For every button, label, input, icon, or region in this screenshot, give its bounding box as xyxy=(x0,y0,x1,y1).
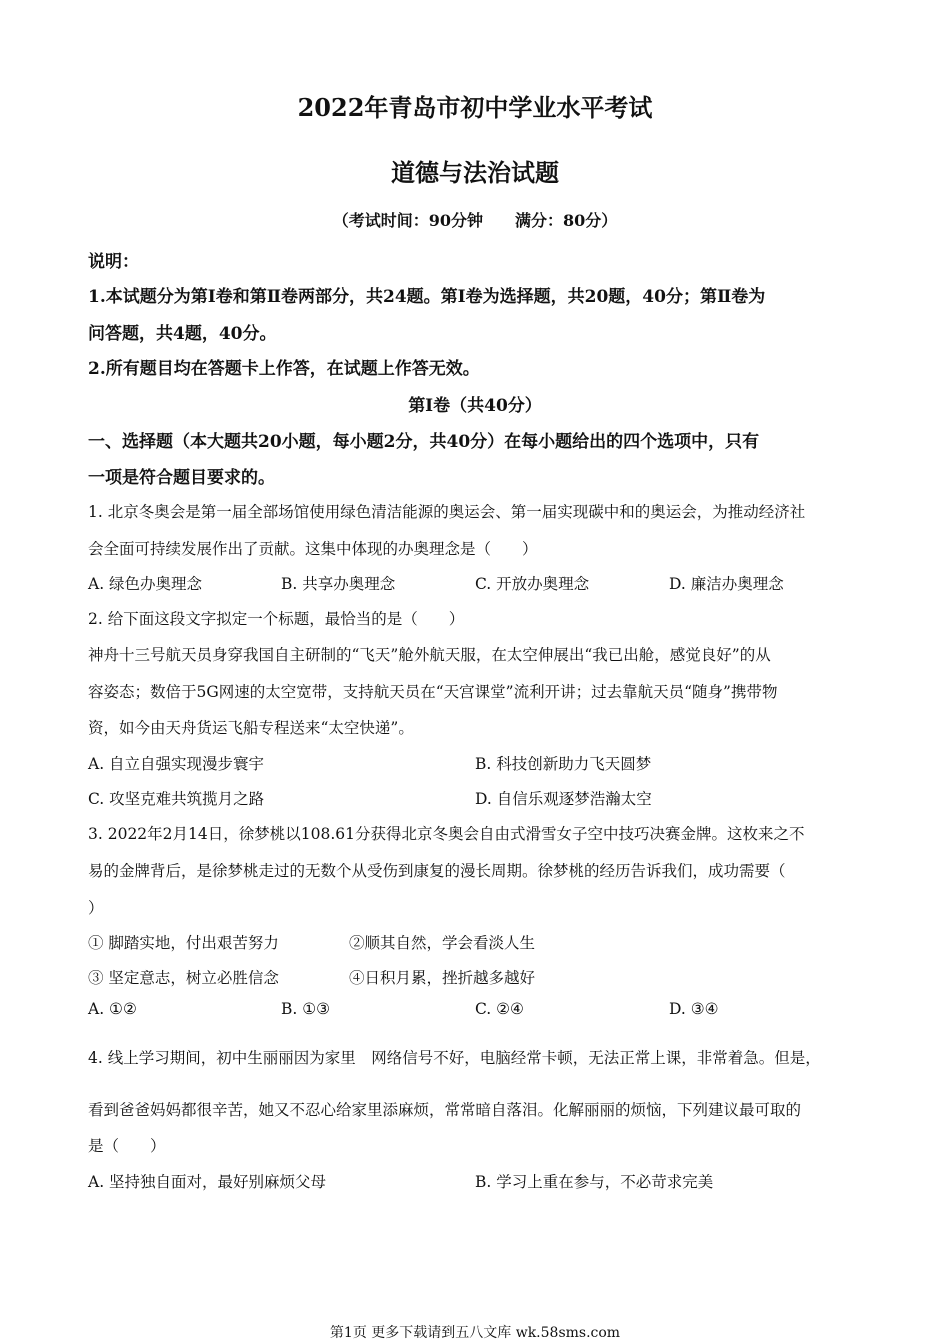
q2-passage-line-3: 资，如今由天舟货运飞船专程送来“太空快递”。 xyxy=(88,719,414,737)
q4-stem-line-2: 看到爸爸妈妈都很辛苦，她又不忍心给家里添麻烦，常常暗自落泪。化解丽丽的烦恼，下列建议最可取的 xyxy=(88,1101,802,1119)
q3-option-c: C. ②④ xyxy=(475,1000,524,1018)
q1-option-a: A. 绿色办奥理念 xyxy=(88,575,203,593)
q2-option-b: B. 科技创新助力飞天圆梦 xyxy=(475,755,652,773)
section-heading-2: 一项是符合题目要求的。 xyxy=(88,468,275,488)
q1-stem-line-2: 会全面可持续发展作出了贡献。这集中体现的办奥理念是（ ） xyxy=(88,540,538,558)
q3-stem-line-1: 3. 2022年2月14日，徐梦桃以108.61分获得北京冬奥会自由式滑雪女子空中技巧决赛金牌。这枚来之不 xyxy=(88,825,805,843)
exam-time: （考试时间：90分钟 xyxy=(332,211,483,230)
notes-line-1: 1.本试题分为第Ⅰ卷和第Ⅱ卷两部分，共24题。第Ⅰ卷为选择题，共20题，40分；第Ⅱ卷为 xyxy=(88,287,766,307)
q3-stem-line-3: ） xyxy=(88,899,104,917)
q3-choice-4: ④日积月累，挫折越多越好 xyxy=(349,969,536,987)
q3-choice-1: ① 脚踏实地，付出艰苦努力 xyxy=(88,934,279,952)
q2-passage-line-1: 神舟十三号航天员身穿我国自主研制的“飞天”舱外航天服，在太空伸展出“我已出舱，感觉良好”的从 xyxy=(88,646,771,664)
q2-option-c: C. 攻坚克难共筑揽月之路 xyxy=(88,790,265,808)
q1-option-d: D. 廉洁办奥理念 xyxy=(669,575,784,593)
exam-title: 2022年青岛市初中学业水平考试 xyxy=(297,93,653,122)
q4-option-a: A. 坚持独自面对，最好别麻烦父母 xyxy=(88,1173,327,1191)
q1-stem-line-1: 1. 北京冬奥会是第一届全部场馆使用绿色清洁能源的奥运会、第一届实现碳中和的奥运会，为推动经济社 xyxy=(88,503,806,521)
q3-option-d: D. ③④ xyxy=(669,1000,719,1018)
q4-stem-line-3: 是（ ） xyxy=(88,1137,166,1155)
q2-passage-line-2: 容姿态；数倍于5G网速的太空宽带，支持航天员在“天宫课堂”流利开讲；过去靠航天员“随身”携带物 xyxy=(88,683,778,701)
section-heading-1: 一、选择题（本大题共20小题，每小题2分，共40分）在每小题给出的四个选项中，只有 xyxy=(88,432,760,452)
q1-option-b: B. 共享办奥理念 xyxy=(281,575,396,593)
exam-info xyxy=(0,208,950,231)
exam-subtitle: 道德与法治试题 xyxy=(391,158,559,187)
q2-stem: 2. 给下面这段文字拟定一个标题，最恰当的是（ ） xyxy=(88,610,465,628)
q4-option-b: B. 学习上重在参与，不必苛求完美 xyxy=(475,1173,714,1191)
notes-label: 说明： xyxy=(88,252,139,272)
q2-option-d: D. 自信乐观逐梦浩瀚太空 xyxy=(475,790,652,808)
q1-option-c: C. 开放办奥理念 xyxy=(475,575,590,593)
q3-choice-2: ②顺其自然，学会看淡人生 xyxy=(349,934,536,952)
notes-line-1b: 问答题，共4题，40分。 xyxy=(88,324,277,344)
q3-option-b: B. ①③ xyxy=(281,1000,331,1018)
q4-stem-line-1: 4. 线上学习期间，初中生丽丽因为家里 网络信号不好，电脑经常卡顿，无法正常上课，非常着急。但是， xyxy=(88,1049,821,1067)
q3-stem-line-2: 易的金牌背后，是徐梦桃走过的无数个从受伤到康复的漫长周期。徐梦桃的经历告诉我们，成功需要（ xyxy=(88,862,786,880)
page-footer: 第1页 更多下载请到五八文库 wk.58sms.com xyxy=(329,1325,621,1341)
notes-line-2: 2.所有题目均在答题卡上作答，在试题上作答无效。 xyxy=(88,359,480,379)
q3-choice-3: ③ 坚定意志，树立必胜信念 xyxy=(88,969,279,987)
q3-option-a: A. ①② xyxy=(88,1000,137,1018)
q2-option-a: A. 自立自强实现漫步寰宇 xyxy=(88,755,265,773)
part-title: 第Ⅰ卷（共40分） xyxy=(408,396,542,416)
full-score: 满分：80分） xyxy=(515,211,618,230)
